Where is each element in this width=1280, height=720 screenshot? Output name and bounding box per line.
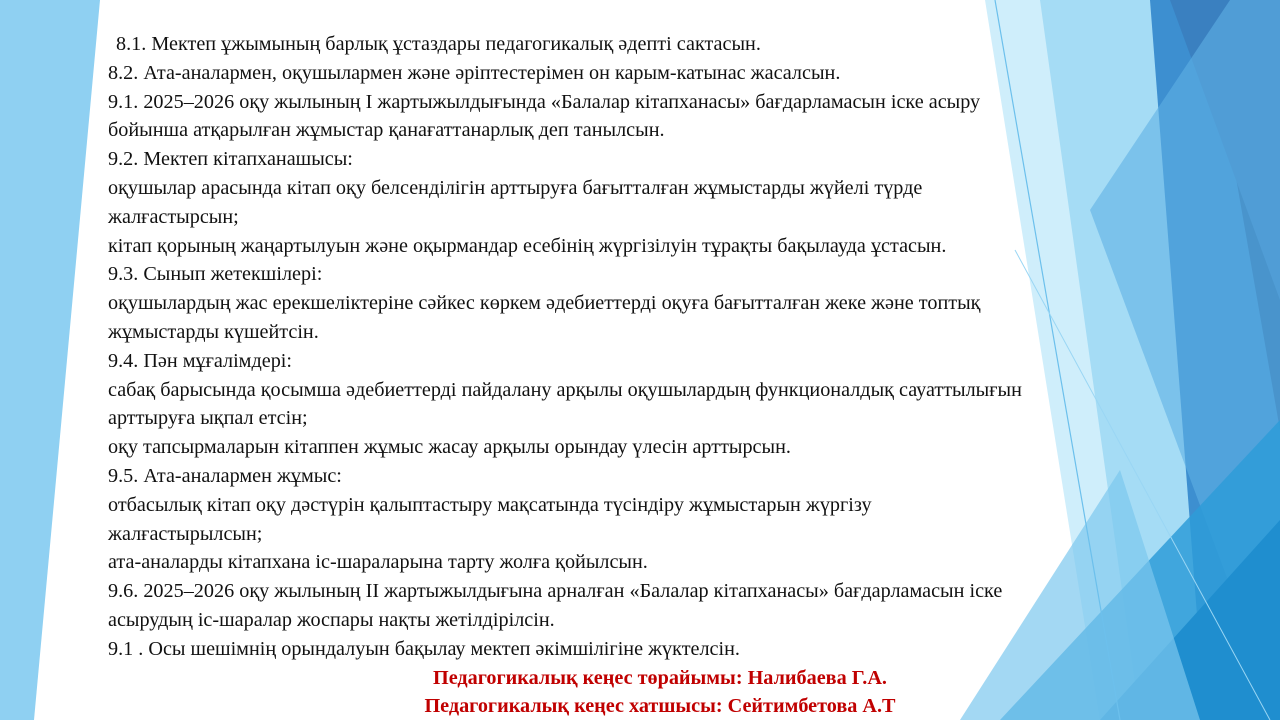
line-9-2-heading: 9.2. Мектеп кітапханашысы: (108, 148, 353, 171)
left-accent-strip (0, 0, 100, 720)
decision-text (108, 30, 1208, 664)
line-9-5-item-2: ата-аналарды кітапхана іс-шараларына тарту жолға қойылсын. (108, 551, 648, 574)
line-9-2-item-1: оқушылар арасында кітап оқу белсенділігін арттыруға бағытталған жұмыстарды жүйелі түрде (108, 176, 923, 199)
council-chair-signature: Педагогикалық кеңес төрайымы: Налибаева Г.А. (433, 667, 887, 689)
line-9-3-item-1-cont: жұмыстарды күшейтсін. (108, 320, 319, 343)
council-secretary-signature: Педагогикалық кеңес хатшысы: Сейтимбетова А.Т (424, 695, 896, 717)
line-9-4-heading: 9.4. Пән мұғалімдері: (108, 349, 293, 372)
line-9-3-item-1: оқушылардың жас ерекшеліктеріне сәйкес көркем әдебиеттерді оқуға бағытталған жеке және топтық (108, 292, 981, 315)
line-9-5-item-1-cont: жалғастырылсын; (108, 522, 263, 545)
line-8-1: 8.1. Мектеп ұжымының барлық ұстаздары педагогикалық әдепті сактасын. (116, 33, 761, 55)
line-9-1-cont: бойынша атқарылған жұмыстар қанағаттанарлық деп танылсын. (108, 119, 665, 142)
line-control: 9.1 . Осы шешімнің орындалуын бақылау мектеп әкімшілігіне жүктелсін. (108, 637, 740, 660)
line-9-2-item-2: кітап қорының жаңартылуын және оқырмандар есебінің жүргізілуін тұрақты бақылауда ұстасын. (108, 234, 947, 257)
line-9-5-heading: 9.5. Ата-аналармен жұмыс: (108, 464, 342, 487)
line-9-2-item-1-cont: жалғастырсын; (108, 205, 239, 228)
line-9-6: 9.6. 2025–2026 оқу жылының ІІ жартыжылдығына арналған «Балалар кітапханасы» бағдарламасын іске (108, 580, 1003, 603)
line-9-4-item-1-cont: арттыруға ықпал етсін; (108, 407, 308, 430)
line-9-4-item-2: оқу тапсырмаларын кітаппен жұмыс жасау арқылы орындау үлесін арттырсын. (108, 436, 791, 459)
line-9-3-heading: 9.3. Сынып жетекшілері: (108, 263, 323, 286)
line-9-1: 9.1. 2025–2026 оқу жылының І жартыжылдығында «Балалар кітапханасы» бағдарламасын іске асыру (108, 90, 981, 113)
line-9-4-item-1: сабақ барысында қосымша әдебиеттерді пайдалану арқылы оқушылардың функционалдық сауаттылығын (108, 378, 1022, 401)
line-9-6-cont: асырудың іс-шаралар жоспары нақты жетілдірілсін. (108, 608, 555, 631)
line-8-2: 8.2. Ата-аналармен, оқушылармен және әріптестерімен он карым-катынас жасалсын. (108, 61, 841, 84)
line-9-5-item-1: отбасылық кітап оқу дәстүрін қалыптастыру мақсатында түсіндіру жұмыстарын жүргізу (108, 493, 872, 516)
